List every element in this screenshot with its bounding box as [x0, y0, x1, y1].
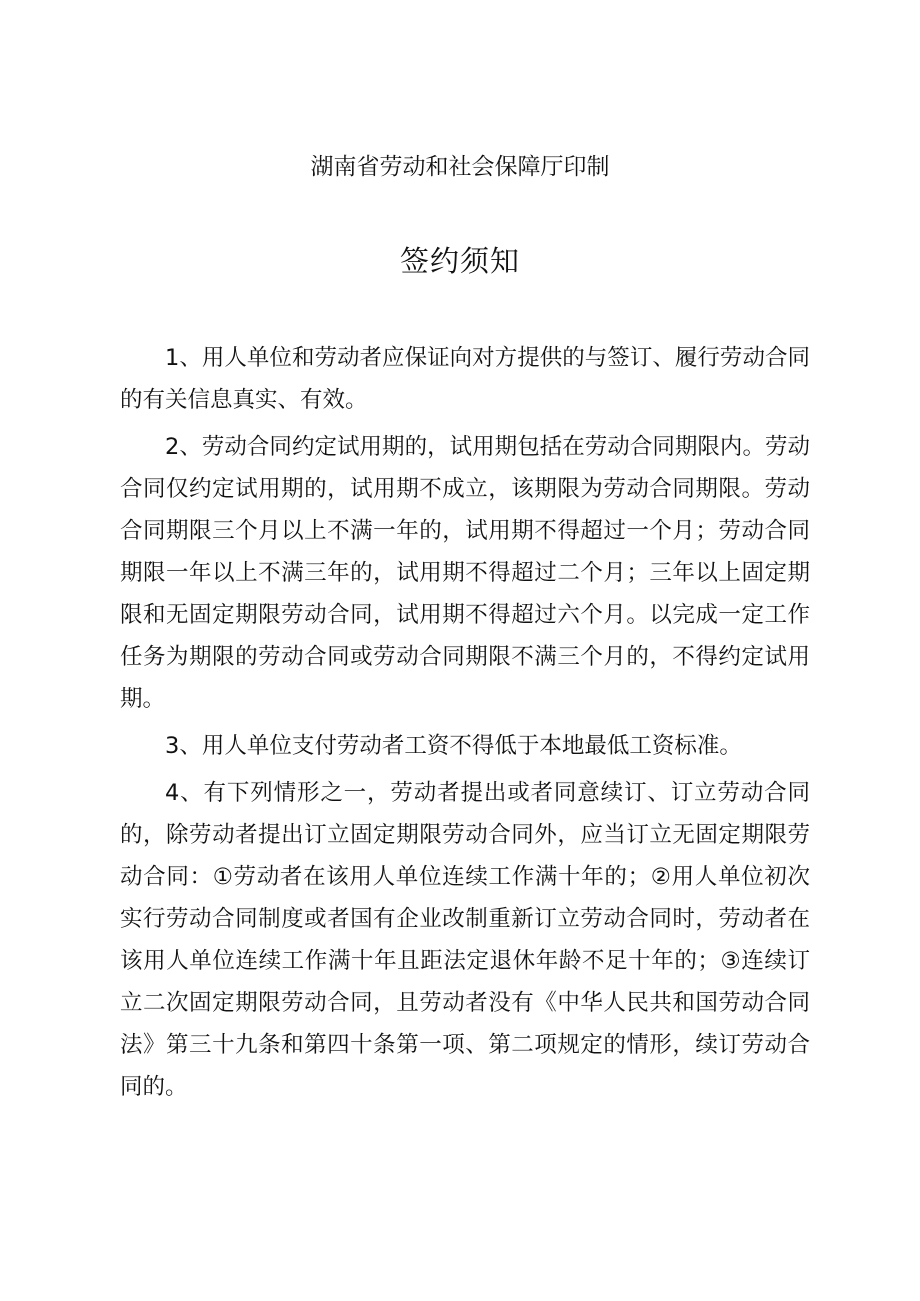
notice-body: [120, 337, 810, 1108]
publisher-line: 湖南省劳动和社会保障厅印制: [310, 154, 610, 180]
notice-item-3: 3、用人单位支付劳动者工资不得低于本地最低工资标准。: [165, 733, 742, 759]
notice-item-4: 4、有下列情形之一，劳动者提出或者同意续订、订立劳动合同的，除劳动者提出订立固定期限劳动合同外，应当订立无固定期限劳动合同：①劳动者在该用人单位连续工作满十年的；②用人单位初次实行劳动合同制度或者国有企业改制重新订立劳动合同时，劳动者在该用人单位连续工作满十年且距法定退休年龄不足十年的；③连续订立二次固定期限劳动合同，且劳动者没有《中华人民共和国劳动合同法》第三十九条和第四十条第一项、第二项规定的情形，续订劳动合同的。: [120, 780, 810, 1100]
notice-item-2: 2、劳动合同约定试用期的，试用期包括在劳动合同期限内。劳动合同仅约定试用期的，试用期不成立，该期限为劳动合同期限。劳动合同期限三个月以上不满一年的，试用期不得超过一个月；劳动合同期限一年以上不满三年的，试用期不得超过二个月；三年以上固定期限和无固定期限劳动合同，试用期不得超过六个月。以完成一定工作任务为期限的劳动合同或劳动合同期限不满三个月的，不得约定试用期。: [120, 434, 810, 712]
notice-title: 签约须知: [399, 244, 520, 278]
notice-item-1: 1、用人单位和劳动者应保证向对方提供的与签订、履行劳动合同的有关信息真实、有效。: [120, 345, 810, 413]
